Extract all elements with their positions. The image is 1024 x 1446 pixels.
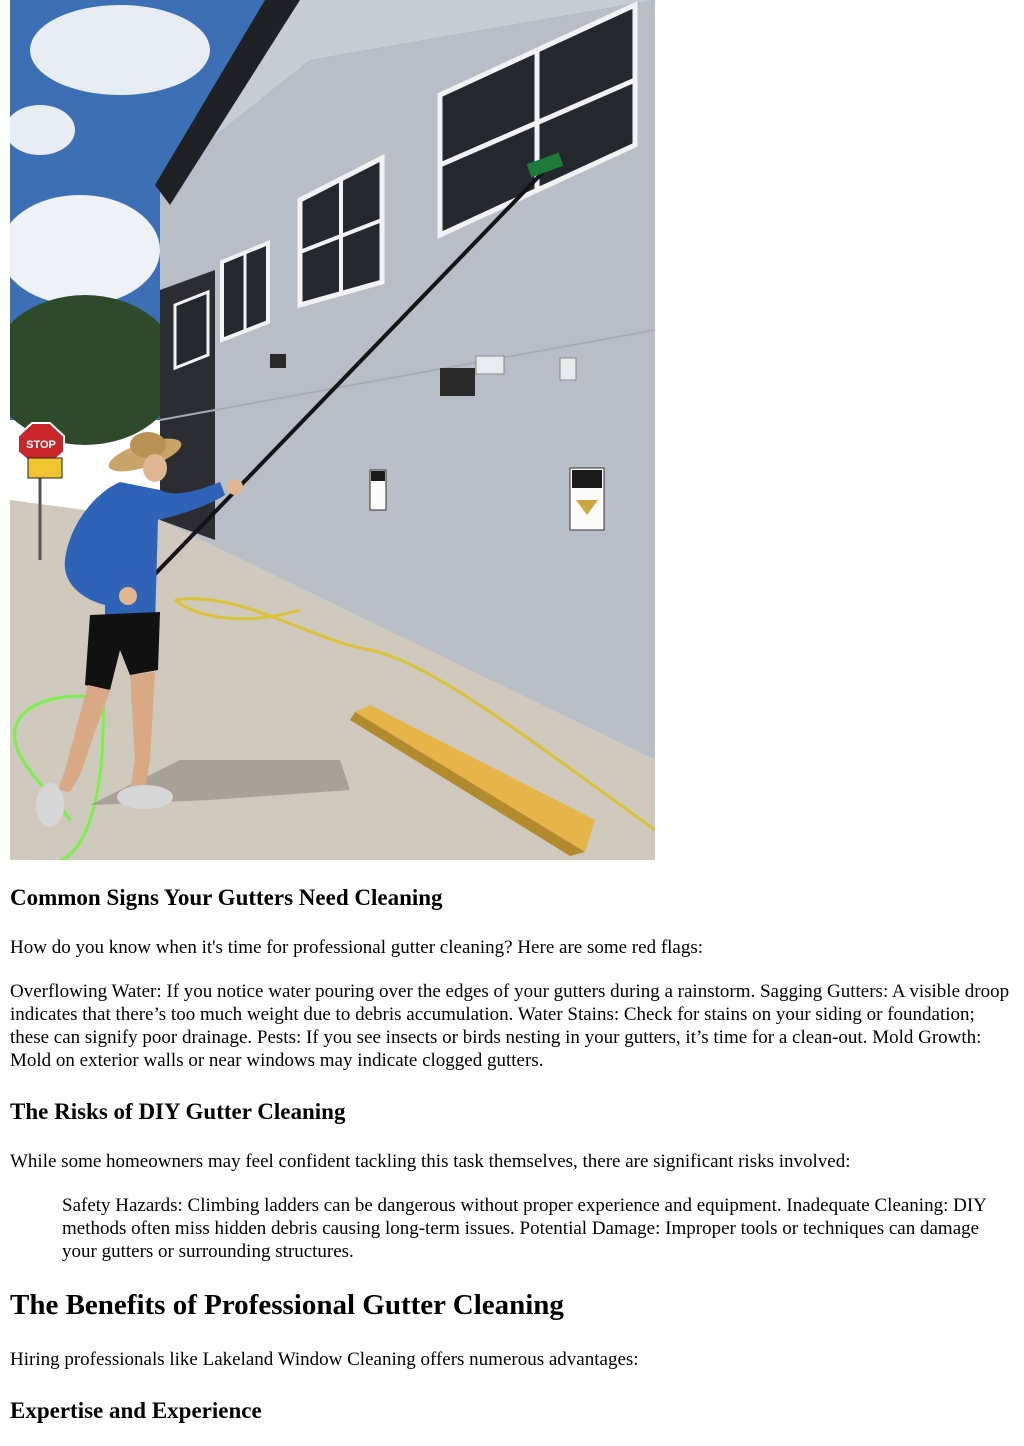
wall-light [440,368,475,396]
heading-diy-risks: The Risks of DIY Gutter Cleaning [10,1099,346,1124]
vent [476,356,504,374]
shoe [36,783,64,827]
blockquote-risks: Safety Hazards: Climbing ladders can be dangerous without proper experience and equipment. Inadequate Cleaning: DIY methods often miss hidden debris causing long-term issues. Potential Damage: Improper tools or techniques can damage your gutters or surrounding structures. [62,1195,987,1262]
heading-benefits: The Benefits of Professional Gutter Cleaning [10,1289,564,1321]
hero-photo [10,0,655,860]
hand [119,587,137,605]
hand [227,479,243,495]
heading-common-signs: Common Signs Your Gutters Need Cleaning [10,885,443,910]
heading-expertise: Expertise and Experience [10,1398,262,1423]
arrow-sign [28,458,62,478]
paragraph-benefits-intro: Hiring professionals like Lakeland Window Cleaning offers numerous advantages: [10,1349,639,1370]
shoe [117,785,173,809]
window [175,292,208,368]
stop-sign-label: STOP [26,439,56,451]
cloud [30,5,210,95]
vent [560,358,576,380]
head [143,454,167,482]
paragraph-signs-body: Overflowing Water: If you notice water pouring over the edges of your gutters during a rainstorm. Sagging Gutters: A visible droop indicates that there’s too much weight due to debris accumulation. Water Stains: Check for stains on your siding or foundation; these can signify poor drainage. Pests: If you see insects or birds nesting in your gutters, it’s time for a clean-out. Mold Growth: Mold on exterior walls or near windows may indicate clogged gutters. [10,981,1010,1071]
paragraph-signs-intro: How do you know when it's time for professional gutter cleaning? Here are some red flags: [10,937,704,958]
paragraph-risks-intro: While some homeowners may feel confident tackling this task themselves, there are significant risks involved: [10,1151,851,1172]
wall-light [270,354,286,368]
